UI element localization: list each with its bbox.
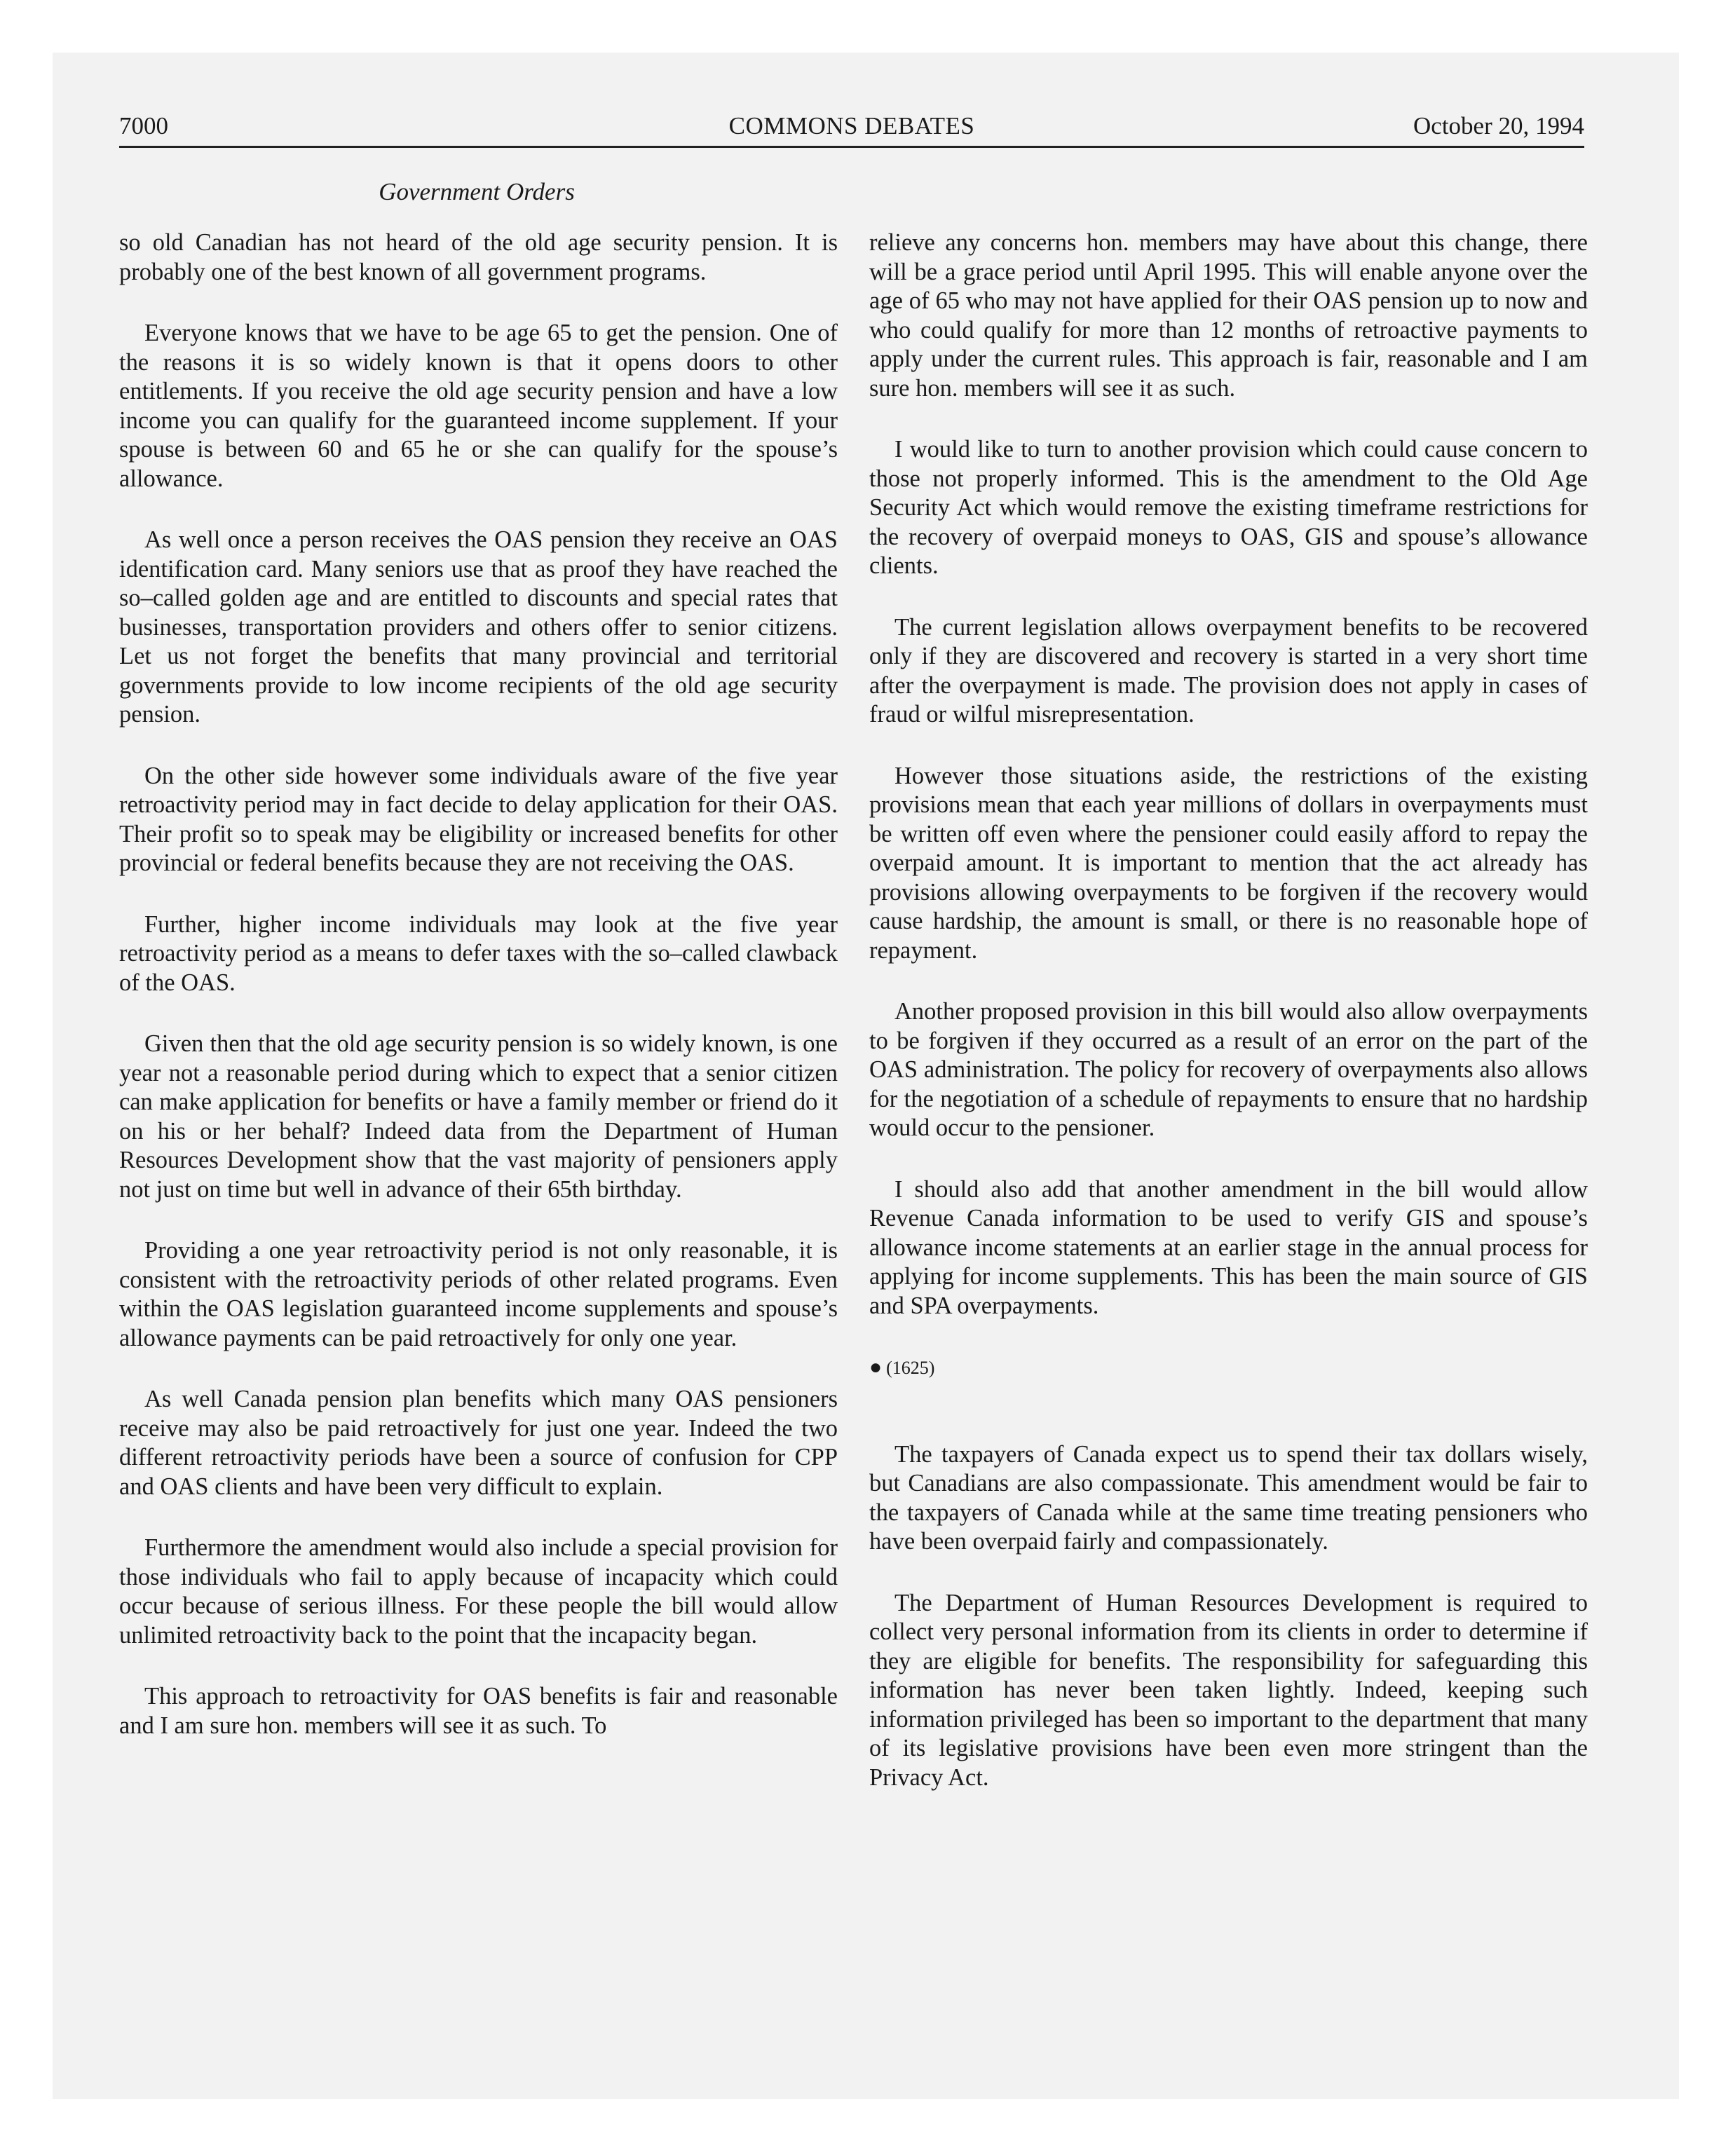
paragraph: Given then that the old age security pension is so widely known, is one year not a reasonable period during which to expect that a senior citizen can make application for benefits or have a family member or friend do it on his or her behalf? Indeed data from the Department of Human Resources Development show that the vast majority of pensioners apply not just on time but well in advance of their 65th birthday.	[119, 1030, 838, 1203]
section-title: Government Orders	[379, 178, 575, 205]
page-header	[119, 105, 1584, 147]
paragraph: Providing a one year retroactivity period is not only reasonable, it is consistent with the retroactivity periods of other related programs. Even within the OAS legislation guaranteed income supplements and spouse’s allowance payments can be paid retroactively for only one year.	[119, 1237, 838, 1351]
paragraph: The Department of Human Resources Development is required to collect very personal information from its clients in order to determine if they are eligible for benefits. The responsibility for safeguarding this information has never been taken lightly. Indeed, keeping such information privileged has been so important to the department that many of its legislative provisions have been even more stringent than the Privacy Act.	[869, 1589, 1588, 1791]
paragraph: As well once a person receives the OAS pension they receive an OAS identification card. Many seniors use that as proof they have reached the so–called golden age and are entitled to discounts and special rates that businesses, transportation providers and others offer to senior citizens. Let us not forget the benefits that many provincial and territorial governments provide to low income recipients of the old age security pension.	[119, 526, 838, 728]
paragraph: relieve any concerns hon. members may have about this change, there will be a grace period until April 1995. This will enable anyone over the age of 65 who may not have applied for their OAS pension up to now and who could qualify for more than 12 months of retroactive payments to apply under the current rules. This approach is fair, reasonable and I am sure hon. members will see it as such.	[869, 229, 1588, 402]
time-stamp: (1625)	[886, 1358, 935, 1378]
paragraph: I should also add that another amendment in the bill would allow Revenue Canada information to be used to verify GIS and spouse’s allowance income statements at an earlier stage in the annual process for applying for income supplements. This has been the main source of GIS and SPA overpayments.	[869, 1175, 1588, 1319]
paragraph: The taxpayers of Canada expect us to spend their tax dollars wisely, but Canadians are also compassionate. This amendment would be fair to the taxpayers of Canada while at the same time treating pensioners who have been overpaid fairly and compassionately.	[869, 1440, 1588, 1555]
time-marker	[869, 1353, 1588, 1383]
paragraph: so old Canadian has not heard of the old age security pension. It is probably one of the best known of all government programs.	[119, 229, 838, 285]
paragraph: Furthermore the amendment would also include a special provision for those individuals who fail to apply because of incapacity which could occur because of serious illness. For these people the bill would allow unlimited retroactivity back to the point that the incapacity began.	[119, 1534, 838, 1649]
journal-title: COMMONS DEBATES	[728, 112, 975, 139]
bullet-icon: ●	[869, 1356, 883, 1379]
header-rule	[119, 146, 1584, 148]
right-column	[869, 228, 1588, 1824]
paragraph: I would like to turn to another provision which could cause concern to those not properly informed. This is the amendment to the Old Age Security Act which would remove the existing timeframe restrictions for the recovery of overpaid moneys to OAS, GIS and spouse’s allowance clients.	[869, 436, 1588, 579]
paragraph: As well Canada pension plan benefits which many OAS pensioners receive may also be paid retroactively for just one year. Indeed the two different retroactivity periods have been a source of confusion for CPP and OAS clients and have been very difficult to explain.	[119, 1386, 838, 1500]
paragraph: Further, higher income individuals may look at the five year retroactivity period as a means to defer taxes with the so–called clawback of the OAS.	[119, 910, 838, 996]
paragraph: Everyone knows that we have to be age 65 to get the pension. One of the reasons it is so widely known is that it opens doors to other entitlements. If you receive the old age security pension and have a low income you can qualify for the guaranteed income supplement. If your spouse is between 60 and 65 he or she can qualify for the spouse’s allowance.	[119, 320, 838, 492]
paragraph: This approach to retroactivity for OAS benefits is fair and reasonable and I am sure hon. members will see it as such. To	[119, 1683, 838, 1739]
publication-date: October 20, 1994	[1413, 112, 1584, 139]
paragraph: The current legislation allows overpayment benefits to be recovered only if they are discovered and recovery is started in a very short time after the overpayment is made. The provision does not apply in cases of fraud or wilful misrepresentation.	[869, 613, 1588, 728]
paragraph: On the other side however some individuals aware of the five year retroactivity period may in fact decide to delay application for their OAS. Their profit so to speak may be eligibility or increased benefits for other provincial or federal benefits because they are not receiving the OAS.	[119, 762, 838, 876]
paragraph: However those situations aside, the restrictions of the existing provisions mean that each year millions of dollars in overpayments must be written off even where the pensioner could easily afford to repay the overpaid amount. It is important to mention that the act already has provisions allowing overpayments to be forgiven if the recovery would cause hardship, the amount is small, or there is no reasonable hope of repayment.	[869, 762, 1588, 964]
left-column	[119, 228, 838, 1773]
paragraph: Another proposed provision in this bill would also allow overpayments to be forgiven if they occurred as a result of an error on the part of the OAS administration. The policy for recovery of overpayments also allows for the negotiation of a schedule of repayments to ensure that no hardship would occur to the pensioner.	[869, 998, 1588, 1141]
page-number: 7000	[119, 112, 168, 139]
